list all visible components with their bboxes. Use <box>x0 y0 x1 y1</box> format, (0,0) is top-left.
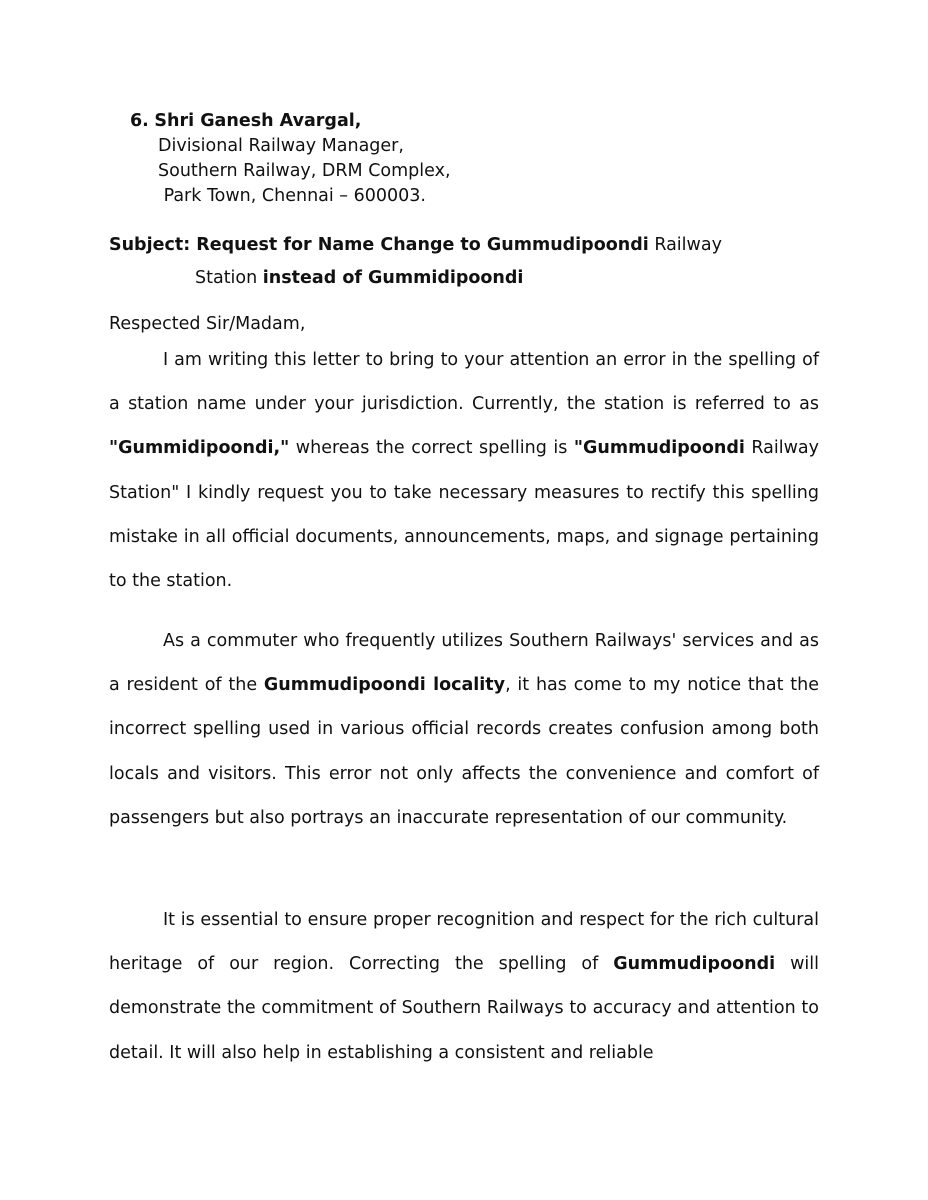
subject-line2-plain: Station <box>195 268 263 288</box>
p3-text-2: will demonstrate the commitment of Southern Railways to accuracy and attention to detail. It will also help in establishing a consistent and reliable <box>109 954 820 1063</box>
subject-line-2 <box>109 262 829 295</box>
recipient-number: 6. <box>130 111 149 131</box>
salutation: Respected Sir/Madam, <box>109 314 306 334</box>
p1-bold-2: "Gummudipoondi <box>573 438 745 459</box>
recipient-designation: Divisional Railway Manager, <box>158 136 404 156</box>
subject-line <box>109 229 829 295</box>
recipient-name-line <box>130 109 451 134</box>
p2-text-1: As a commuter who frequently utilizes Southern Railways' services and as a resident of the <box>109 631 819 696</box>
subject-after-label: Railway <box>648 235 722 255</box>
recipient-office: Southern Railway, DRM Complex, <box>158 161 451 181</box>
subject-label: Subject: Request for Name Change to Gummudipoondi <box>109 235 649 255</box>
paragraph-3 <box>109 898 819 1075</box>
p1-bold-1: "Gummidipoondi," <box>109 438 290 459</box>
p1-text-1: I am writing this letter to bring to your attention an error in the spelling of a station name under your jurisdiction. Currently, the station is referred to as <box>109 350 819 415</box>
p1-text-3: Railway Station" I kindly request you to take necessary measures to rectify this spelling mistake in all official documents, announcements, maps, and signage pertaining to the station. <box>109 438 820 592</box>
p2-text-2: , it has come to my notice that the incorrect spelling used in various official records creates confusion among both locals and visitors. This error not only affects the convenience and comfort of passengers but also portrays an inaccurate representation of our community. <box>109 675 819 828</box>
recipient-name: Shri Ganesh Avargal, <box>154 111 362 131</box>
subject-line2-bold: instead of Gummidipoondi <box>262 268 524 288</box>
p1-text-2: whereas the correct spelling is <box>289 438 574 459</box>
paragraph-1 <box>109 338 819 603</box>
p3-bold-1: Gummudipoondi <box>613 954 776 975</box>
recipient-address <box>130 109 451 209</box>
p3-text-1: It is essential to ensure proper recognition and respect for the rich cultural heritage of our region. Correcting the spelling of <box>109 910 819 975</box>
recipient-city: Park Town, Chennai – 600003. <box>158 186 426 206</box>
p2-bold-1: Gummudipoondi locality <box>263 675 506 696</box>
paragraph-2 <box>109 619 819 840</box>
